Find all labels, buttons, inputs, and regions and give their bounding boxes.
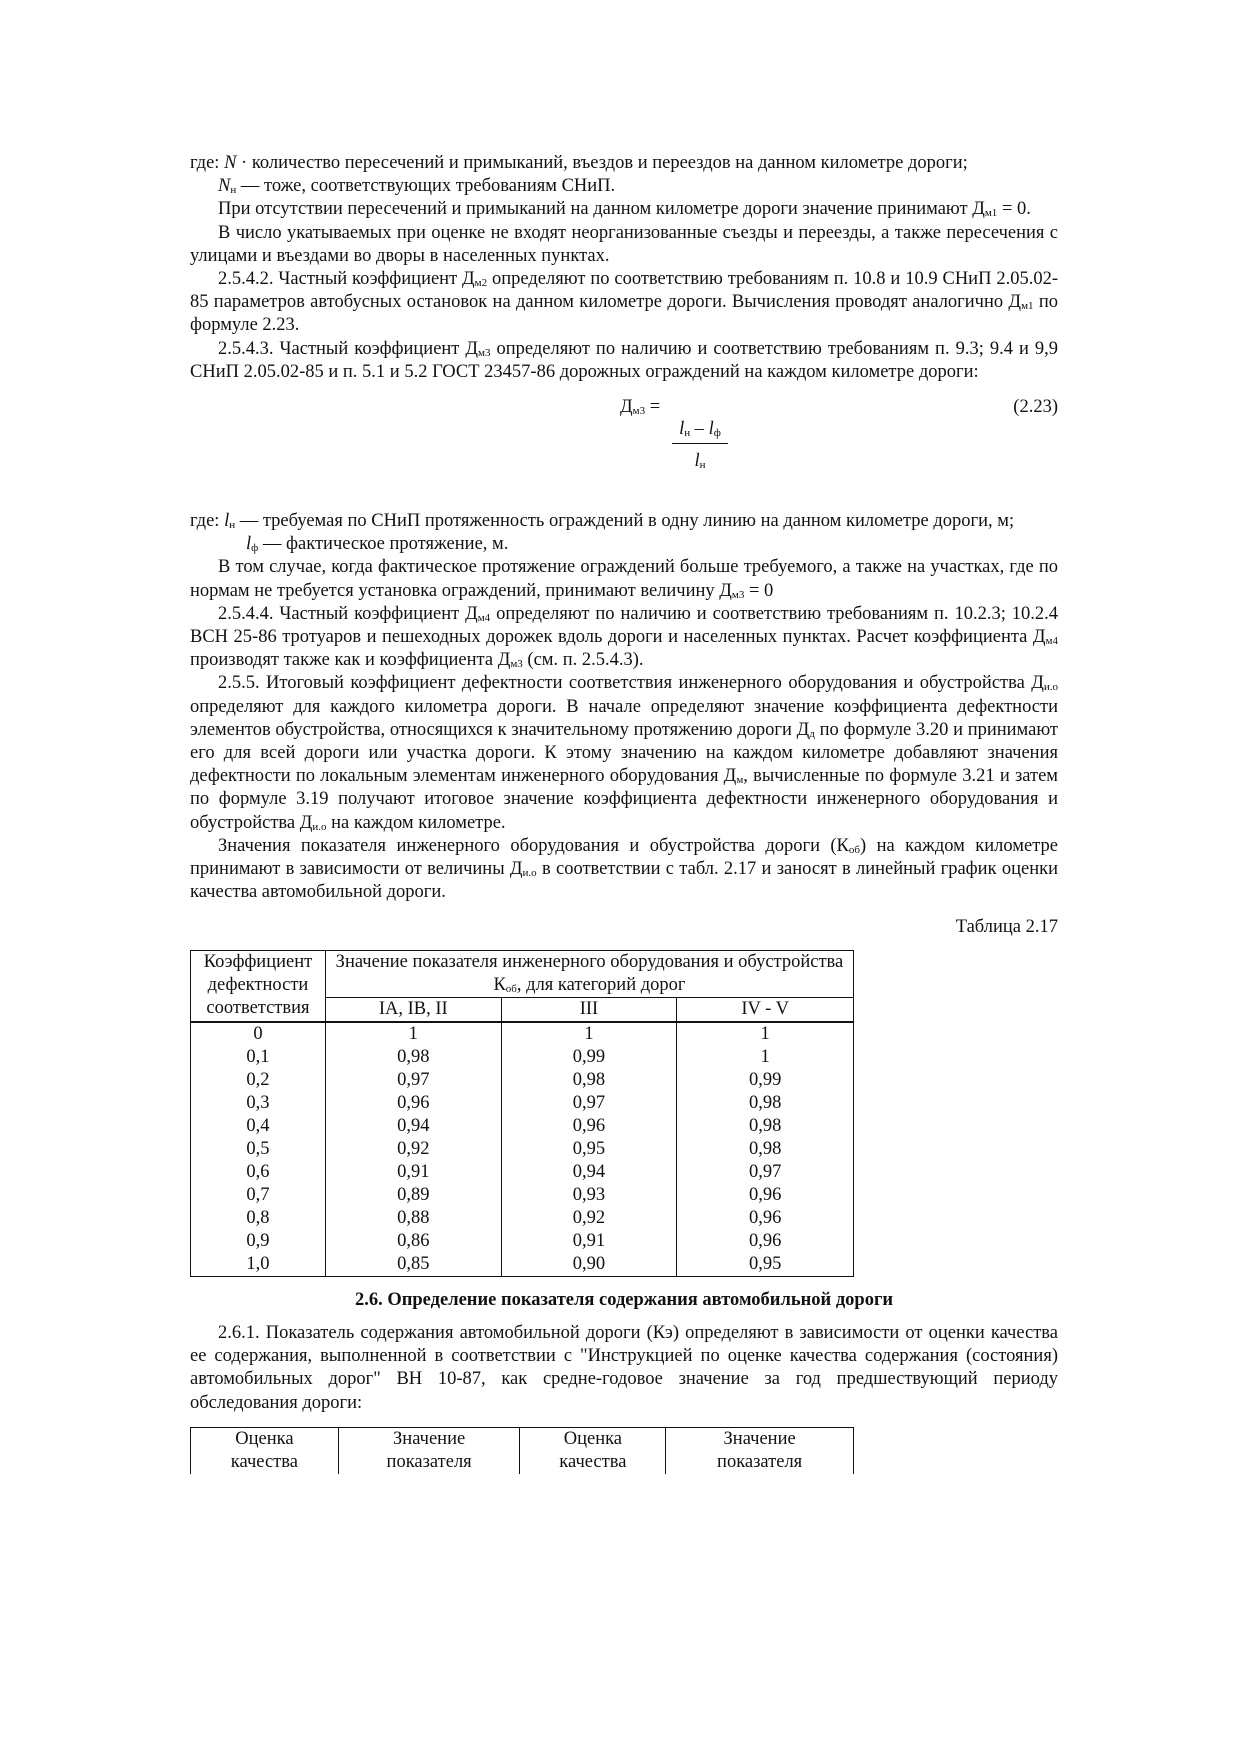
formula-equals: = — [649, 397, 661, 418]
subscript: и.о — [312, 820, 327, 833]
table-cell: 1 — [501, 1022, 677, 1046]
table-cell: 0,91 — [325, 1161, 501, 1184]
table-cell: 1 — [677, 1046, 854, 1069]
header-rating-2 — [520, 1427, 666, 1474]
formula-symbol: l — [679, 419, 685, 440]
paragraph-nn — [190, 175, 1058, 198]
header-value-1 — [338, 1427, 520, 1474]
header-text: показателя — [717, 1451, 803, 1472]
header-text: Оценка — [563, 1428, 623, 1449]
subscript: н — [230, 184, 237, 197]
paragraph-kob-values — [190, 835, 1058, 905]
paragraph-2-5-4-2 — [190, 268, 1058, 338]
paragraph-2-5-5 — [190, 672, 1058, 834]
table-cell: 0,92 — [325, 1138, 501, 1161]
symbol-n: N — [224, 153, 237, 173]
header-category-2: III — [501, 997, 677, 1022]
table-cell: 0,95 — [677, 1253, 854, 1277]
definition-text: — тоже, соответствующих требованиям СНиП. — [240, 176, 616, 197]
table-cell: 0,93 — [501, 1184, 677, 1207]
formula-2-23 — [190, 396, 1058, 496]
table-cell: 0,96 — [677, 1184, 854, 1207]
formula-minus: – — [694, 419, 704, 440]
formula-symbol: Д — [620, 397, 633, 418]
table-maintenance — [190, 1427, 854, 1474]
header-text: Значение — [723, 1428, 796, 1449]
header-category-1: IA, IB, II — [325, 997, 501, 1022]
paragraph-fence-case — [190, 556, 1058, 602]
table-row — [191, 1184, 854, 1207]
table-row — [191, 1138, 854, 1161]
subscript: ф — [251, 542, 259, 555]
table-cell: 0,90 — [501, 1253, 677, 1277]
table-row — [191, 1092, 854, 1115]
table-row — [191, 1207, 854, 1230]
table-cell: 0,91 — [501, 1230, 677, 1253]
table-cell: 0,97 — [677, 1161, 854, 1184]
table-cell: 0,92 — [501, 1207, 677, 1230]
header-text: Коэффициент — [203, 952, 313, 973]
table-cell: 0,85 — [325, 1253, 501, 1277]
table-cell: 0,94 — [325, 1115, 501, 1138]
paragraph-no-intersections — [190, 198, 1058, 221]
formula-symbol: l — [694, 451, 700, 472]
text-part: = 0 — [749, 580, 774, 601]
table-row — [191, 1069, 854, 1092]
symbol-l: l — [246, 534, 252, 555]
subscript: м1 — [1021, 300, 1034, 313]
paragraph-lf — [190, 533, 1058, 556]
header-text: Значение показателя инженерного оборудования и обустройства К — [335, 951, 844, 995]
table-cell: 0,96 — [677, 1207, 854, 1230]
table-cell: 0,96 — [325, 1092, 501, 1115]
header-text: Значение — [393, 1428, 466, 1449]
table-cell: 0,97 — [501, 1092, 677, 1115]
table-cell: 0,7 — [191, 1184, 326, 1207]
text-part: определяют по наличию и соответствию требованиям п. 10.2.3; 10.2.4 ВСН 25-86 тротуаров и пешеходных дорожек вдоль дороги и населенных пунктах. Расчет коэффициента Д — [190, 603, 1058, 648]
header-text: качества — [230, 1451, 298, 1472]
subscript: об — [505, 982, 517, 995]
header-text: , для категорий дорог — [516, 974, 686, 995]
table-2-17 — [190, 950, 854, 1277]
table-cell: 0,4 — [191, 1115, 326, 1138]
subscript: н — [699, 459, 706, 472]
subscript: м — [736, 774, 744, 787]
text-part: (см. п. 2.5.4.3). — [527, 650, 644, 671]
subscript: и.о — [522, 867, 537, 880]
text-part: ) на каждом километре принимают в зависимости от величины Д — [190, 835, 1058, 880]
where-label: где: — [190, 153, 220, 173]
paragraph-2-5-4-4 — [190, 603, 1058, 673]
text-part: определяют по наличию и соответствию требованиям п. 9.3; 9.4 и 9,9 СНиП 2.05.02-85 и п. 5.1 и 5.2 ГОСТ 23457-86 дорожных ограждений на каждом километре дороги: — [190, 338, 1059, 382]
symbol-l: l — [224, 511, 230, 532]
header-text: качества — [559, 1451, 627, 1472]
table-cell: 0,98 — [677, 1115, 854, 1138]
subscript: и.о — [1043, 681, 1058, 694]
subscript: м3 — [632, 405, 646, 418]
table-cell: 0,99 — [501, 1046, 677, 1069]
table-cell: 0,98 — [677, 1138, 854, 1161]
table-header-row — [191, 1427, 854, 1474]
table-cell: 0,1 — [191, 1046, 326, 1069]
text-part: на каждом километре. — [331, 812, 506, 833]
formula-lhs — [620, 396, 660, 419]
text-part: 2.5.4.2. Частный коэффициент Д — [218, 269, 475, 290]
formula-fraction — [672, 418, 728, 473]
text-part: по формуле 3.20 и принимают его для всей дороги или участка дороги. К этому значению на каждом километре добавляют значения дефектности по локальным элементам инженерного оборудования Д — [190, 719, 1059, 787]
table-row — [191, 1253, 854, 1277]
paragraph-where-l — [190, 510, 1058, 533]
table-cell: 0,95 — [501, 1138, 677, 1161]
formula-denominator — [672, 444, 728, 473]
text-part: Значения показателя инженерного оборудования и обустройства дороги (К — [218, 835, 849, 856]
table-cell: 0,6 — [191, 1161, 326, 1184]
subscript: м1 — [984, 207, 998, 220]
text-part: по формуле 2.23. — [190, 292, 1058, 336]
table-cell: 0,86 — [325, 1230, 501, 1253]
subscript: м4 — [1045, 635, 1058, 648]
table-cell: 1,0 — [191, 1253, 326, 1277]
table-cell: 0,99 — [677, 1069, 854, 1092]
header-value-2 — [666, 1427, 854, 1474]
table-cell: 1 — [325, 1022, 501, 1046]
subscript: м4 — [477, 611, 491, 624]
header-rating-1 — [191, 1427, 339, 1474]
table-row — [191, 1115, 854, 1138]
document-page — [190, 152, 1058, 1474]
subscript: н — [684, 427, 691, 440]
header-coefficient — [191, 950, 326, 1022]
table-cell: 0,3 — [191, 1092, 326, 1115]
definition-text: количество пересечений и примыканий, въездов и переездов на данном километре дороги; — [251, 153, 968, 173]
subscript: м3 — [478, 346, 491, 359]
text-part: При отсутствии пересечений и примыканий на данном километре дороги значение принимают Д — [218, 199, 985, 220]
table-row — [191, 1022, 854, 1046]
text-part: определяют по соответствию требованиям п. 10.8 и 10.9 СНиП 2.05.02-85 параметров автобусных остановок на данном километре дороги. Вычисления проводят аналогично Д — [190, 269, 1058, 313]
text-part: В том случае, когда фактическое протяжение ограждений больше требуемого, а также на участках, где по нормам не требуется установка ограждений, принимают величину Д — [190, 557, 1058, 601]
table-cell: 0,96 — [677, 1230, 854, 1253]
formula-symbol: l — [708, 419, 714, 440]
table-cell: 0,94 — [501, 1161, 677, 1184]
text-part: , вычисленные по формуле 3.21 и затем по формуле 3.19 получают итоговое значение коэффициента дефектности инженерного оборудования и обустройства Д — [190, 766, 1058, 833]
header-text: соответствия — [206, 998, 310, 1019]
paragraph-2-6-1: 2.6.1. Показатель содержания автомобильной дороги (Кэ) определяют в зависимости от оценки качества ее содержания, выполненной в соответствии с "Инструкцией по оценке качества содержания (состояния) автомобильных дорог" ВН 10-87, как средне-годовое значение за год предшествующий периоду обследования дороги: — [190, 1322, 1058, 1413]
table-cell: 0,98 — [501, 1069, 677, 1092]
text-part: 2.5.4.3. Частный коэффициент Д — [218, 338, 479, 359]
header-category-3: IV - V — [677, 997, 854, 1022]
table-cell: 0,96 — [501, 1115, 677, 1138]
text-part: производят также как и коэффициента Д — [190, 650, 511, 671]
table-cell: 0 — [191, 1022, 326, 1046]
paragraph-2-5-4-3 — [190, 338, 1058, 384]
where-label: где: — [190, 511, 220, 532]
text-part: определяют для каждого километра дороги. В начале определяют значение коэффициента дефектности элементов обустройства, относящихся к значительному протяжению дороги Д — [190, 696, 1058, 740]
formula-numerator — [672, 418, 728, 444]
table-header-row — [191, 950, 854, 997]
table-cell: 1 — [677, 1022, 854, 1046]
table-row — [191, 1161, 854, 1184]
text-part: 2.5.4.4. Частный коэффициент Д — [218, 603, 478, 624]
definition-text: — фактическое протяжение, м. — [262, 534, 509, 555]
table-cell: 0,97 — [325, 1069, 501, 1092]
symbol-n: N — [218, 176, 231, 197]
header-text: Оценка — [235, 1428, 294, 1449]
table-cell: 0,88 — [325, 1207, 501, 1230]
subscript: м2 — [474, 277, 488, 290]
table-cell: 0,5 — [191, 1138, 326, 1161]
table-cell: 0,9 — [191, 1230, 326, 1253]
header-group — [325, 950, 853, 997]
subscript: ф — [713, 427, 721, 440]
subscript: н — [229, 519, 236, 532]
text-part: = 0. — [1001, 199, 1031, 220]
table-cell: 0,89 — [325, 1184, 501, 1207]
subscript: д — [809, 727, 815, 740]
text-part: в соответствии с табл. 2.17 и заносят в линейный график оценки качества автомобильной дороги. — [190, 859, 1058, 903]
formula-number: (2.23) — [1013, 397, 1058, 418]
table-row — [191, 1046, 854, 1069]
definition-text: — требуемая по СНиП протяженность ограждений в одну линию на данном километре дороги, м; — [239, 511, 1015, 532]
table-cell: 0,8 — [191, 1207, 326, 1230]
table-caption: Таблица 2.17 — [955, 917, 1058, 938]
table-row — [191, 1230, 854, 1253]
section-heading: 2.6. Определение показателя содержания автомобильной дороги — [354, 1289, 894, 1310]
table-cell: 0,98 — [325, 1046, 501, 1069]
dot-separator: · — [241, 153, 248, 173]
subscript: м3 — [510, 658, 523, 671]
subscript: об — [848, 843, 861, 856]
paragraph-exclusions: В число укатываемых при оценке не входят неорганизованные съезды и переезды, а также пересечения с улицами и въездами во дворы в населенных пунктах. — [190, 222, 1058, 266]
text-part: 2.5.5. Итоговый коэффициент дефектности соответствия инженерного оборудования и обустройства Д — [218, 673, 1044, 694]
header-text: дефектности — [207, 975, 309, 996]
subscript: м3 — [731, 588, 745, 601]
header-text: показателя — [386, 1451, 472, 1472]
table-cell: 0,2 — [191, 1069, 326, 1092]
table-cell: 0,98 — [677, 1092, 854, 1115]
paragraph-where-n — [190, 152, 1058, 175]
